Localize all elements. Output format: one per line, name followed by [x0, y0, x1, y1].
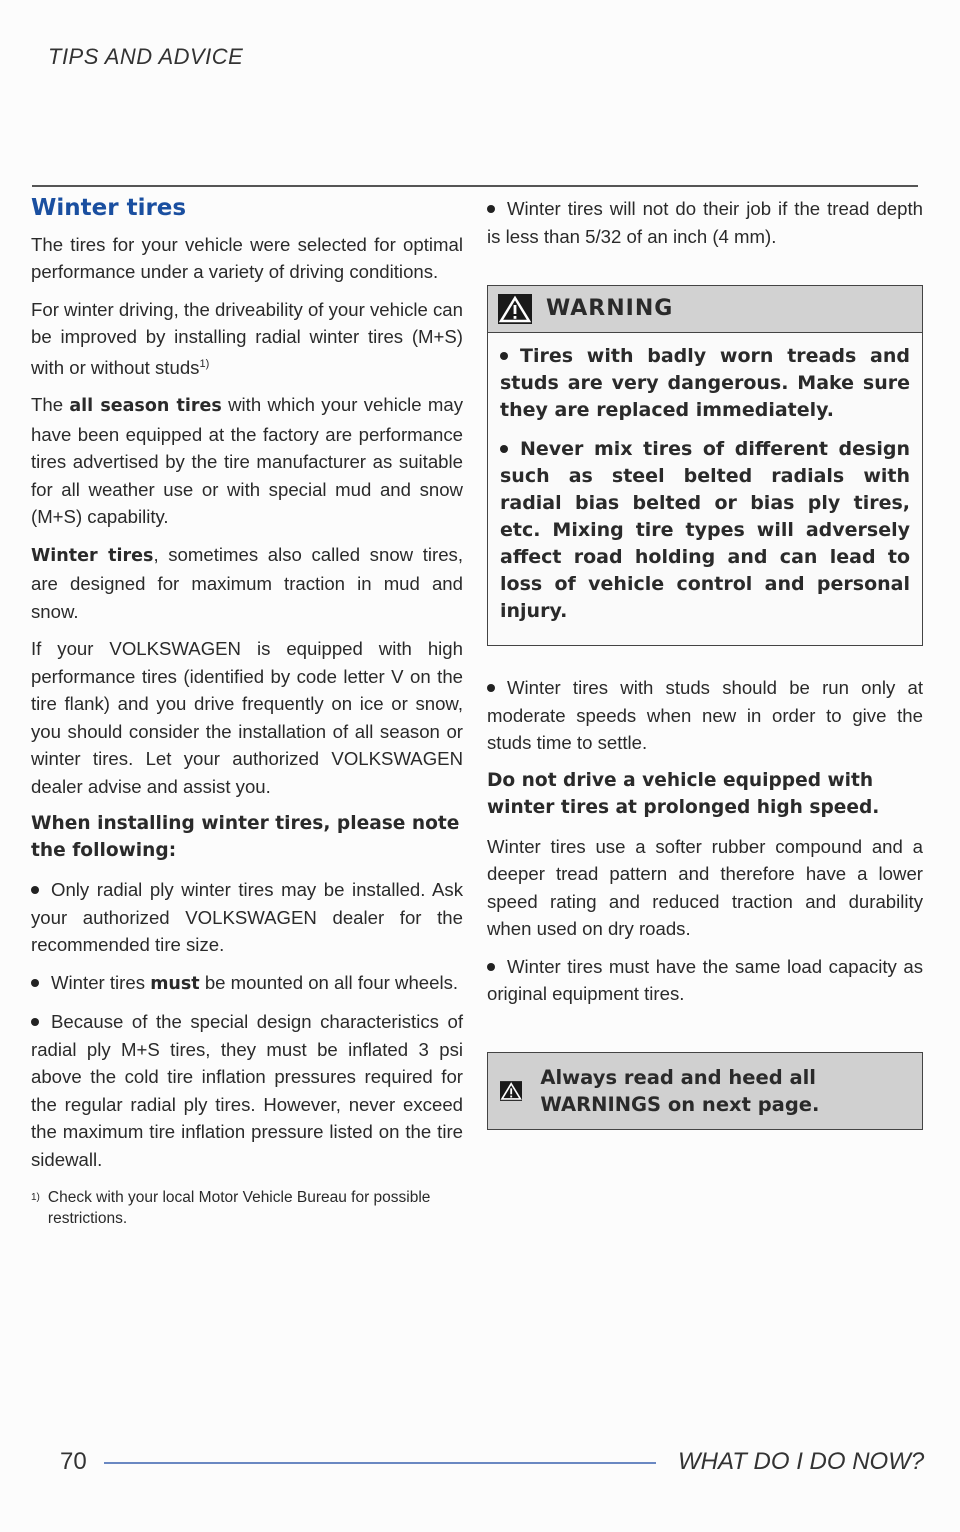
bullet-bold: must	[150, 973, 200, 994]
bullet-radial-ply	[31, 876, 463, 959]
all-season-paragraph	[31, 391, 463, 531]
bullet-tread-depth	[487, 195, 923, 250]
bullet-dot	[500, 352, 508, 360]
winter-tires-post: , sometimes also called snow tires, are designed for maximum traction in mud and snow.	[31, 543, 463, 622]
bullet-text: Winter tires will not do their job if the tread depth is less than 5/32 of an inch (4 mm).	[487, 198, 923, 247]
bullet-dot	[487, 205, 495, 213]
bullet-dot	[500, 445, 508, 453]
bullet-dot	[487, 963, 495, 971]
winter-driving-text: For winter driving, the driveability of your vehicle can be improved by installing radial winter tires (M+S) with or without studs	[31, 298, 463, 378]
footer-divider	[104, 1462, 656, 1464]
footnote-mark: 1)	[31, 1192, 40, 1204]
winter-tires-paragraph	[31, 541, 463, 626]
bullet-text: Winter tires with studs should be run only at moderate speeds when new in order to give the studs time to settle.	[487, 677, 923, 753]
high-speed-heading: Do not drive a vehicle equipped with winter tires at prolonged high speed.	[487, 769, 880, 818]
warning-triangle-icon	[500, 1076, 522, 1106]
page-number: 70	[60, 1448, 87, 1475]
bullet-dot	[31, 1018, 39, 1026]
warning-text: Never mix tires of different design such as steel belted radials with radial bias belted or bias ply tires, etc. Mixing tire types will adversely affect road holding and can lead to loss of vehicle control and personal injury.	[500, 438, 910, 622]
bullet-dot	[487, 684, 495, 692]
bullet-text: Winter tires must have the same load capacity as original equipment tires.	[487, 955, 923, 1004]
footer-section-title: WHAT DO I DO NOW?	[678, 1448, 925, 1475]
intro-paragraph: The tires for your vehicle were selected for optimal performance under a variety of driving conditions.	[31, 233, 463, 282]
bullet-studs	[487, 674, 923, 757]
all-season-post: with which your vehicle may have been equipped at the factory are performance tires advertised by the tire manufacturer as suitable for all weather use or with special mud and snow (M+S) capability.	[31, 394, 464, 528]
warning-header	[488, 286, 922, 333]
high-performance-paragraph: If your VOLKSWAGEN is equipped with high performance tires (identified by code letter V on the tire flank) and you drive frequently on ice or snow, you should consider the installation of all season or winter tires. Let your authorized VOLKSWAGEN dealer advise and assist you.	[31, 638, 463, 797]
bullet-text: Only radial ply winter tires may be installed. Ask your authorized VOLKSWAGEN dealer for the recommended tire size.	[31, 879, 463, 956]
installing-note-heading: When installing winter tires, please note the following:	[31, 813, 460, 862]
footnote-ref: 1)	[199, 357, 210, 370]
all-season-pre: The	[31, 394, 70, 416]
section-header: TIPS AND ADVICE	[48, 44, 244, 69]
warning-triangle-icon	[498, 294, 532, 324]
warning-body	[488, 333, 922, 645]
winter-tires-bold: Winter tires	[31, 545, 154, 566]
warning-text: Tires with badly worn treads and studs are very dangerous. Make sure they are replaced immediately.	[500, 345, 910, 421]
footnote	[31, 1187, 463, 1229]
warning-item-mix-tires	[500, 436, 910, 625]
always-read-box	[487, 1052, 923, 1130]
always-read-text: Always read and heed all WARNINGS on next page.	[540, 1065, 820, 1116]
right-column	[487, 195, 923, 1130]
footnote-text: Check with your local Motor Vehicle Bureau for possible restrictions.	[47, 1189, 431, 1228]
warning-title: WARNING	[546, 296, 674, 322]
winter-driving-paragraph	[31, 296, 463, 382]
warning-box	[487, 285, 923, 646]
top-divider	[32, 185, 918, 187]
all-season-bold: all season tires	[69, 396, 222, 417]
softer-rubber-paragraph: Winter tires use a softer rubber compound and a deeper tread pattern and therefore have a lower speed rating and reduced traction and durability when used on dry roads.	[487, 835, 923, 939]
bullet-post: be mounted on all four wheels.	[199, 971, 459, 993]
bullet-dot	[31, 886, 39, 894]
bullet-four-wheels	[31, 969, 463, 999]
left-column	[31, 195, 463, 1229]
bullet-text: Because of the special design characteristics of radial ply M+S tires, they must be inflated 3 psi above the cold tire inflation pressures required for the regular radial ply tires. However, never exceed the maximum tire inflation pressure listed on the tire sidewall.	[31, 1011, 463, 1170]
winter-tires-heading: Winter tires	[31, 195, 187, 221]
bullet-load-capacity	[487, 953, 923, 1008]
bullet-inflation	[31, 1008, 463, 1173]
warning-item-worn-treads	[500, 343, 910, 424]
bullet-pre: Winter tires	[51, 971, 151, 993]
bullet-dot	[31, 979, 39, 987]
